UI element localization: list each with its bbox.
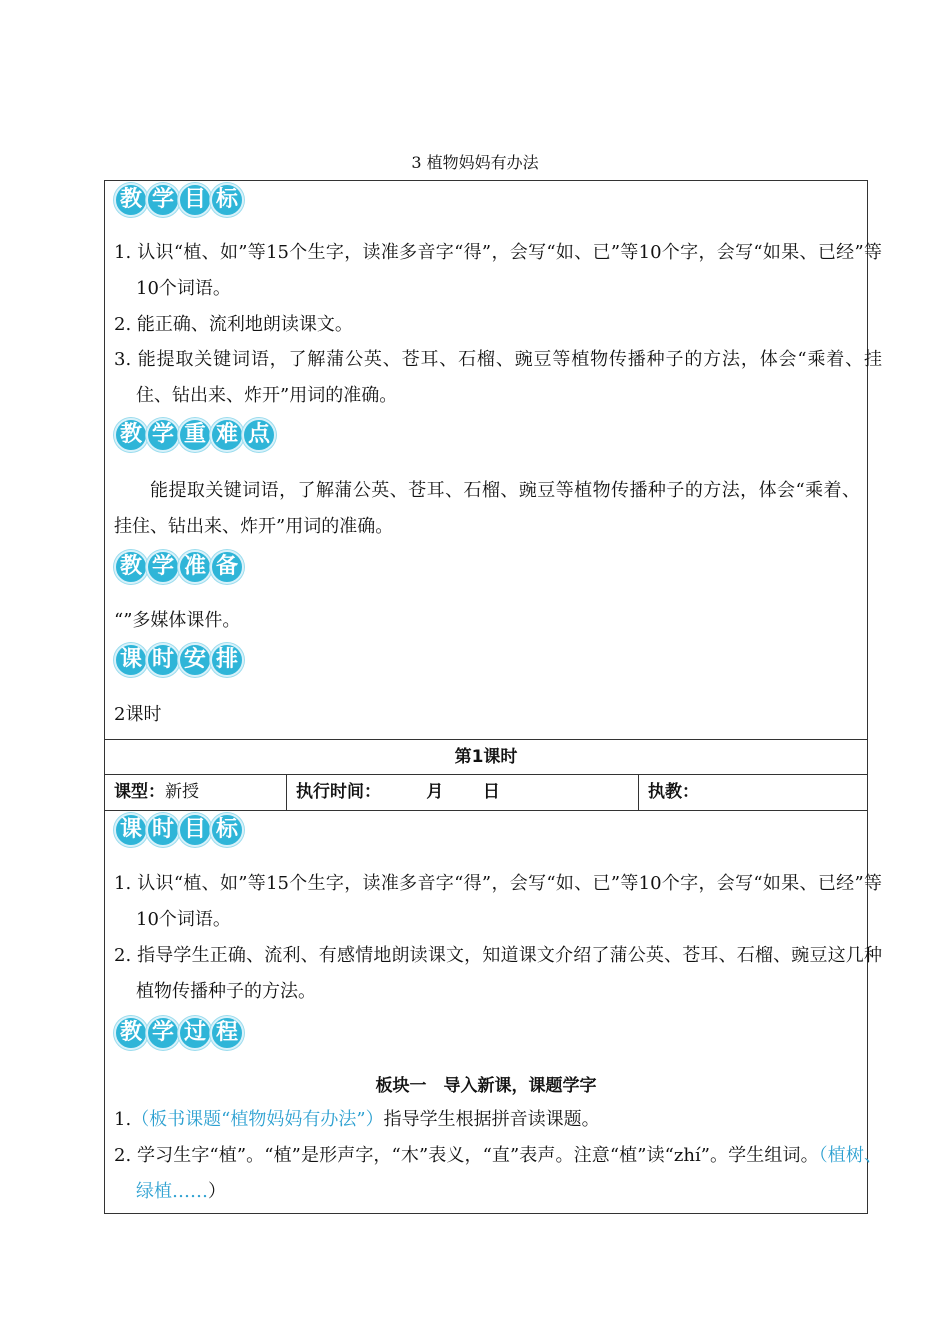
badge-schedule [114, 643, 242, 677]
badge-char: 教 [114, 183, 148, 217]
badge-char: 标 [210, 813, 244, 847]
badge-char: 教 [114, 1016, 148, 1050]
badge-teaching-goals [114, 183, 242, 217]
badge-char: 学 [146, 418, 180, 452]
divider [638, 775, 639, 810]
badge-char: 学 [146, 1016, 180, 1050]
badge-char: 难 [210, 418, 244, 452]
lesson-goal-2: 2. 指导学生正确、流利、有感情地朗读课文，知道课文介绍了蒲公英、苍耳、石榴、豌豆这几种植物传播种子的方法。 [114, 945, 882, 1002]
execution-time-label: 执行时间： [296, 782, 381, 802]
execution-time-cell [296, 777, 500, 807]
badge-char: 点 [242, 418, 276, 452]
step-2-text: 2. 学习生字“植”。“植”是形声字，“木”表义，“直”表声。注意“植”读“zhí”。学生组词。 [114, 1145, 819, 1166]
lesson-type-cell [114, 777, 199, 807]
teacher-cell [648, 777, 699, 807]
badge-char: 教 [114, 418, 148, 452]
badge-char: 安 [178, 643, 212, 677]
badge-char: 过 [178, 1016, 212, 1050]
badge-preparation [114, 550, 242, 584]
lesson-heading: 第1课时 [454, 747, 518, 767]
badge-char: 教 [114, 550, 148, 584]
badge-char: 学 [146, 550, 180, 584]
document-title: 3 植物妈妈有办法 [411, 153, 539, 172]
badge-char: 时 [146, 813, 180, 847]
badge-char: 课 [114, 643, 148, 677]
divider [105, 739, 867, 740]
key-points-text: 能提取关键词语，了解蒲公英、苍耳、石榴、豌豆等植物传播种子的方法，体会“乘着、挂住、钻出来、炸开”用词的准确。 [114, 480, 860, 537]
badge-char: 时 [146, 643, 180, 677]
step-1-text: 指导学生根据拼音读课题。 [383, 1109, 600, 1130]
badge-char: 准 [178, 550, 212, 584]
day-label: 日 [482, 782, 500, 802]
step-2-paren-open: （ [818, 1145, 828, 1166]
goal-3: 3. 能提取关键词语，了解蒲公英、苍耳、石榴、豌豆等植物传播种子的方法，体会“乘着、挂住、钻出来、炸开”用词的准确。 [114, 349, 882, 406]
divider [105, 774, 867, 775]
step-1-blackboard: （板书课题“植物妈妈有办法”） [131, 1109, 384, 1130]
lesson-type-value: 新授 [165, 782, 199, 802]
badge-lesson-goals [114, 813, 242, 847]
badge-char: 备 [210, 550, 244, 584]
step-2-paren-close: ） [208, 1181, 226, 1202]
badge-char: 程 [210, 1016, 244, 1050]
month-label: 月 [426, 782, 444, 802]
step-1 [114, 1102, 860, 1138]
badge-char: 目 [178, 183, 212, 217]
badge-teaching-process [114, 1016, 242, 1050]
schedule-text: 2课时 [114, 704, 162, 725]
preparation-text: “”多媒体课件。 [114, 610, 241, 631]
badge-char: 学 [146, 183, 180, 217]
badge-char: 课 [114, 813, 148, 847]
lesson-type-label: 课型： [114, 782, 165, 802]
badge-key-points [114, 418, 274, 452]
step-2-examples: 植树、绿植…… [136, 1145, 882, 1202]
lesson-plan-table [104, 180, 882, 1214]
goal-2: 2. 能正确、流利地朗读课文。 [114, 314, 353, 335]
badge-char: 重 [178, 418, 212, 452]
step-1-number: 1. [114, 1109, 132, 1130]
block-title: 板块一 导入新课，课题学字 [375, 1076, 597, 1096]
teacher-label: 执教： [648, 782, 699, 802]
goal-1: 1. 认识“植、如”等15个生字，读准多音字“得”，会写“如、已”等10个字，会写“如果、已经”等10个词语。 [114, 242, 882, 299]
step-2 [114, 1138, 882, 1210]
divider [105, 810, 867, 811]
lesson-goal-1: 1. 认识“植、如”等15个生字，读准多音字“得”，会写“如、已”等10个字，会写“如果、已经”等10个词语。 [114, 873, 882, 930]
badge-char: 目 [178, 813, 212, 847]
badge-char: 排 [210, 643, 244, 677]
badge-char: 标 [210, 183, 244, 217]
divider [286, 775, 287, 810]
